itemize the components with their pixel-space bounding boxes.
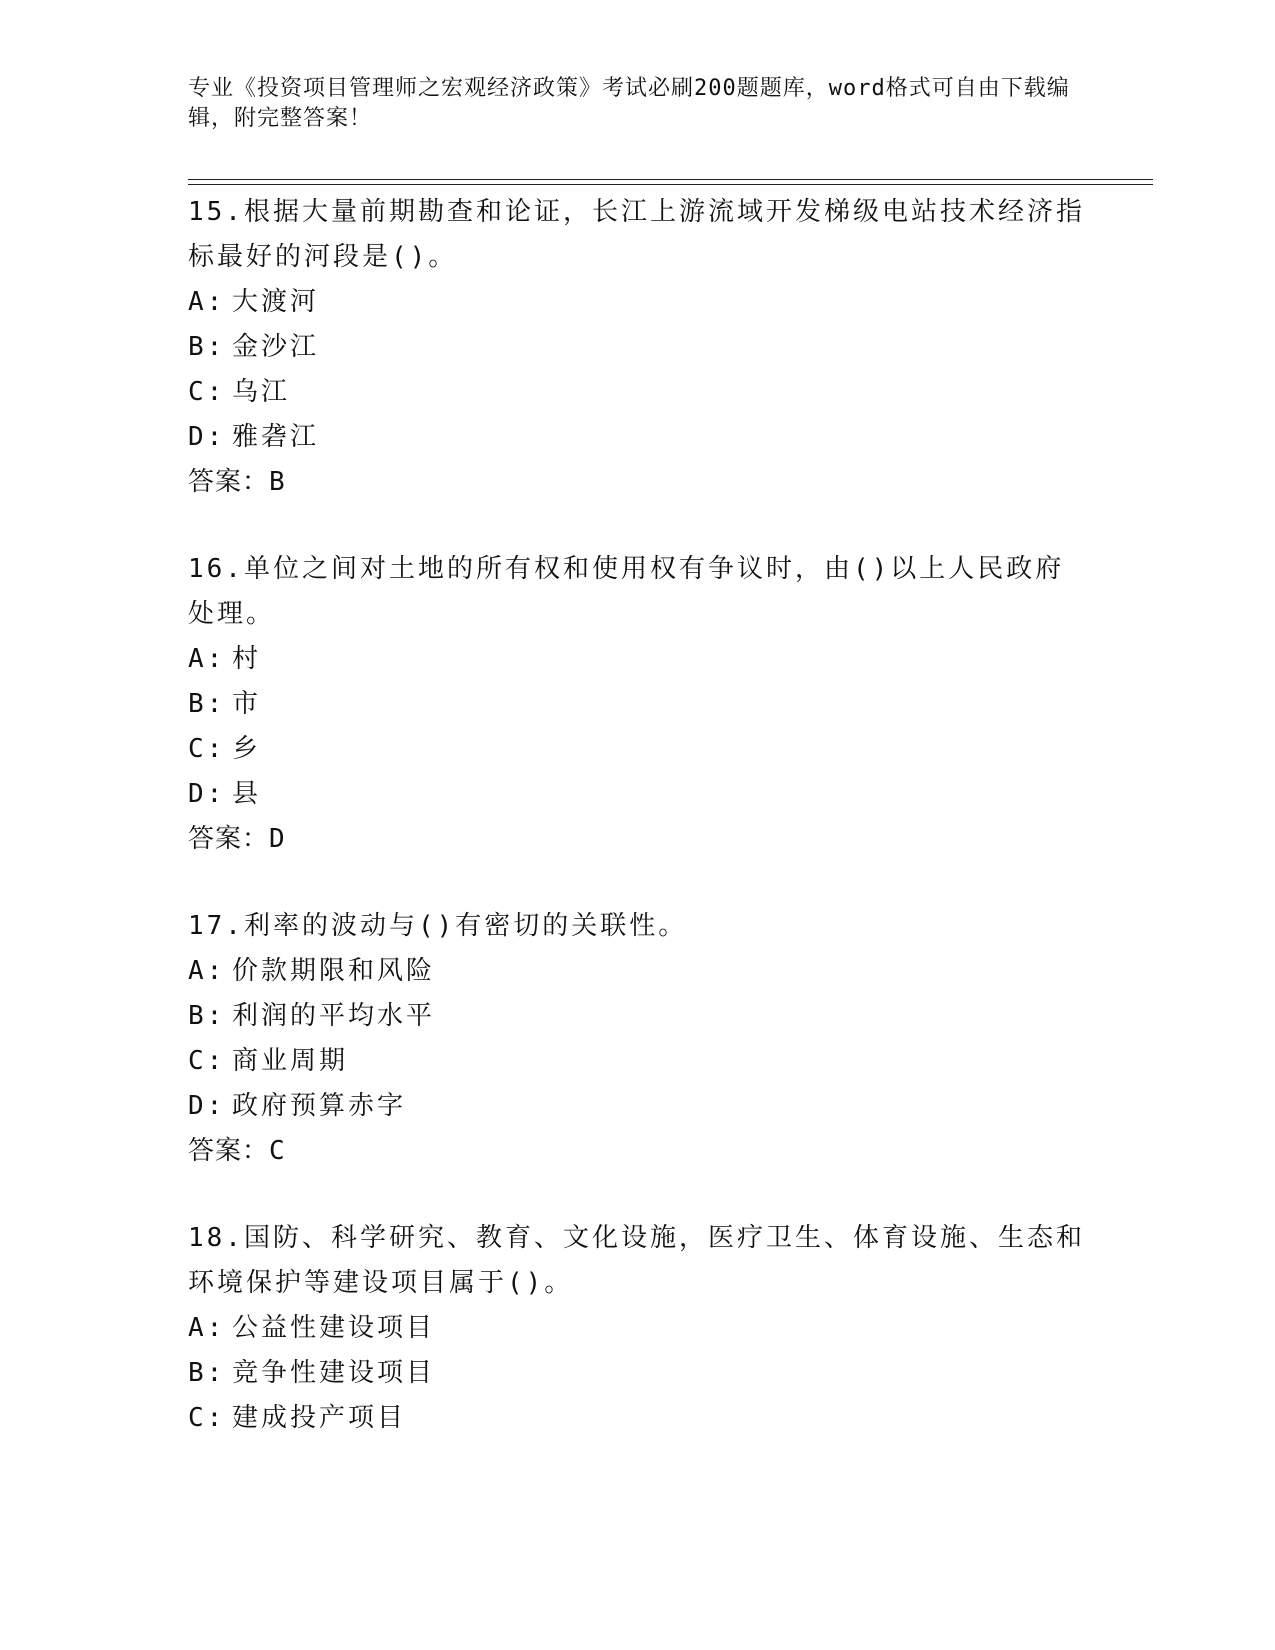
- option-text: 政府预算赤字: [232, 1091, 407, 1121]
- question-16: [188, 547, 1088, 862]
- option-letter: C:: [188, 1046, 226, 1076]
- option-a: [188, 1306, 1088, 1351]
- question-stem: 16.单位之间对土地的所有权和使用权有争议时，由()以上人民政府处理。: [188, 554, 1065, 629]
- header-rule-bottom: [188, 184, 1153, 185]
- option-text: 建成投产项目: [232, 1403, 407, 1433]
- option-text: 价款期限和风险: [232, 956, 436, 986]
- option-letter: A:: [188, 287, 226, 317]
- option-text: 市: [232, 689, 262, 719]
- question-stem: 18.国防、科学研究、教育、文化设施，医疗卫生、体育设施、生态和环境保护等建设项目属于()。: [188, 1223, 1085, 1298]
- option-letter: B:: [188, 1001, 226, 1031]
- option-text: 乌江: [232, 377, 291, 407]
- answer-line: 答案：D: [188, 824, 286, 854]
- option-letter: A:: [188, 644, 226, 674]
- question-17: [188, 904, 1088, 1174]
- option-c: [188, 1039, 1088, 1084]
- question-18: [188, 1216, 1088, 1441]
- option-b: [188, 1351, 1088, 1396]
- option-text: 乡: [232, 734, 262, 764]
- option-letter: A:: [188, 956, 226, 986]
- option-letter: D:: [188, 779, 226, 809]
- option-text: 公益性建设项目: [232, 1313, 436, 1343]
- option-d: [188, 1084, 1088, 1129]
- option-c: [188, 727, 1088, 772]
- option-letter: D:: [188, 422, 226, 452]
- option-text: 县: [232, 779, 262, 809]
- question-stem: 17.利率的波动与()有密切的关联性。: [188, 911, 688, 941]
- document-header: 专业《投资项目管理师之宏观经济政策》考试必刷200题题库，word格式可自由下载编辑，附完整答案！: [188, 76, 1070, 131]
- option-letter: A:: [188, 1313, 226, 1343]
- header-rule-top: [188, 179, 1153, 180]
- option-text: 竞争性建设项目: [232, 1358, 436, 1388]
- option-text: 商业周期: [232, 1046, 349, 1076]
- option-text: 大渡河: [232, 287, 320, 317]
- option-text: 金沙江: [232, 332, 320, 362]
- option-letter: C:: [188, 1403, 226, 1433]
- option-c: [188, 370, 1088, 415]
- option-text: 利润的平均水平: [232, 1001, 436, 1031]
- option-letter: C:: [188, 734, 226, 764]
- option-b: [188, 682, 1088, 727]
- option-a: [188, 280, 1088, 325]
- option-a: [188, 637, 1088, 682]
- option-text: 雅砻江: [232, 422, 320, 452]
- option-letter: C:: [188, 377, 226, 407]
- option-letter: B:: [188, 1358, 226, 1388]
- option-b: [188, 325, 1088, 370]
- answer-line: 答案：B: [188, 467, 286, 497]
- option-a: [188, 949, 1088, 994]
- option-text: 村: [232, 644, 262, 674]
- question-15: [188, 190, 1088, 505]
- option-d: [188, 415, 1088, 460]
- option-b: [188, 994, 1088, 1039]
- option-c: [188, 1396, 1088, 1441]
- option-d: [188, 772, 1088, 817]
- option-letter: D:: [188, 1091, 226, 1121]
- question-stem: 15.根据大量前期勘查和论证，长江上游流域开发梯级电站技术经济指标最好的河段是()。: [188, 197, 1085, 272]
- answer-line: 答案：C: [188, 1136, 286, 1166]
- option-letter: B:: [188, 689, 226, 719]
- option-letter: B:: [188, 332, 226, 362]
- question-list: [188, 190, 1088, 1483]
